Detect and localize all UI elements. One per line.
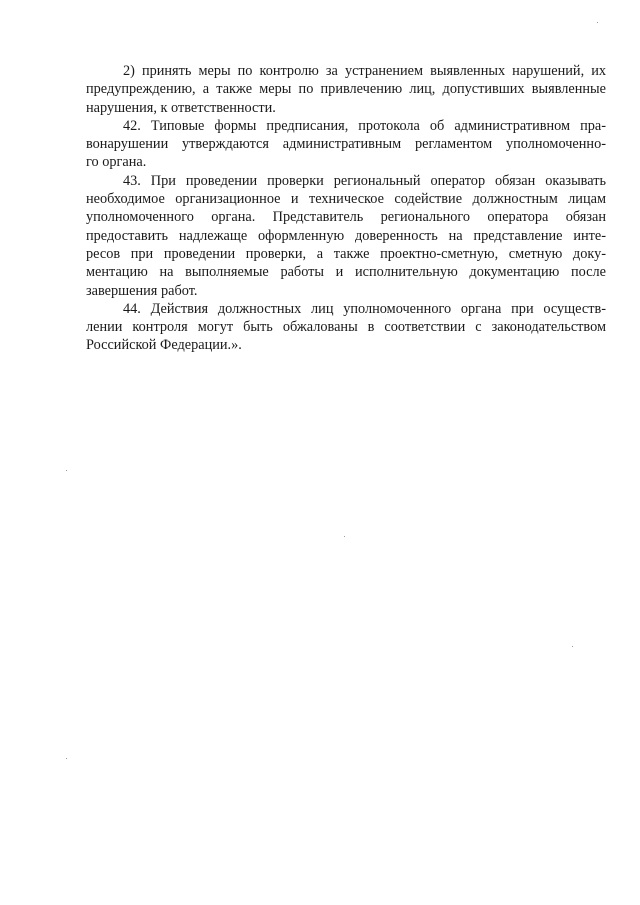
paragraph-item-2	[86, 62, 606, 117]
text-line: предупреждению, а также меры по привлечению лиц, допустивших выявленные	[86, 81, 606, 98]
scan-speck	[66, 470, 67, 471]
text-line: ментацию на выполняемые работы и исполнительную документацию после	[86, 264, 606, 281]
text-line: 43. При проведении проверки региональный оператор обязан оказывать	[123, 172, 606, 189]
scan-speck	[597, 22, 598, 23]
text-line: вонарушении утверждаются административным регламентом уполномоченно-	[86, 136, 606, 153]
paragraph-43	[86, 172, 606, 300]
text-line: 42. Типовые формы предписания, протокола об административном пра-	[123, 117, 606, 134]
text-line: го органа.	[86, 154, 147, 171]
scan-speck	[66, 758, 67, 759]
text-line: 2) принять меры по контролю за устранением выявленных нарушений, их	[123, 63, 606, 79]
text-line: необходимое организационное и техническое содействие должностным лицам	[86, 191, 606, 208]
text-line: 44. Действия должностных лиц уполномоченного органа при осуществ-	[123, 300, 606, 317]
paragraph-44	[86, 300, 606, 355]
paragraph-42	[86, 117, 606, 172]
text-line: ресов при проведении проверки, а также проектно-сметную, сметную доку-	[86, 245, 606, 262]
text-line: Российской Федерации.».	[86, 337, 242, 354]
text-line: предоставить надлежаще оформленную доверенность на представление инте-	[86, 227, 606, 244]
text-line: лении контроля могут быть обжалованы в соответствии с законодательством	[86, 319, 606, 336]
scan-speck	[572, 646, 573, 647]
document-body	[86, 62, 606, 355]
text-line: завершения работ.	[86, 282, 198, 299]
text-line: уполномоченного органа. Представитель регионального оператора обязан	[86, 209, 606, 226]
scan-speck	[344, 536, 345, 537]
text-line: нарушения, к ответственности.	[86, 99, 276, 116]
